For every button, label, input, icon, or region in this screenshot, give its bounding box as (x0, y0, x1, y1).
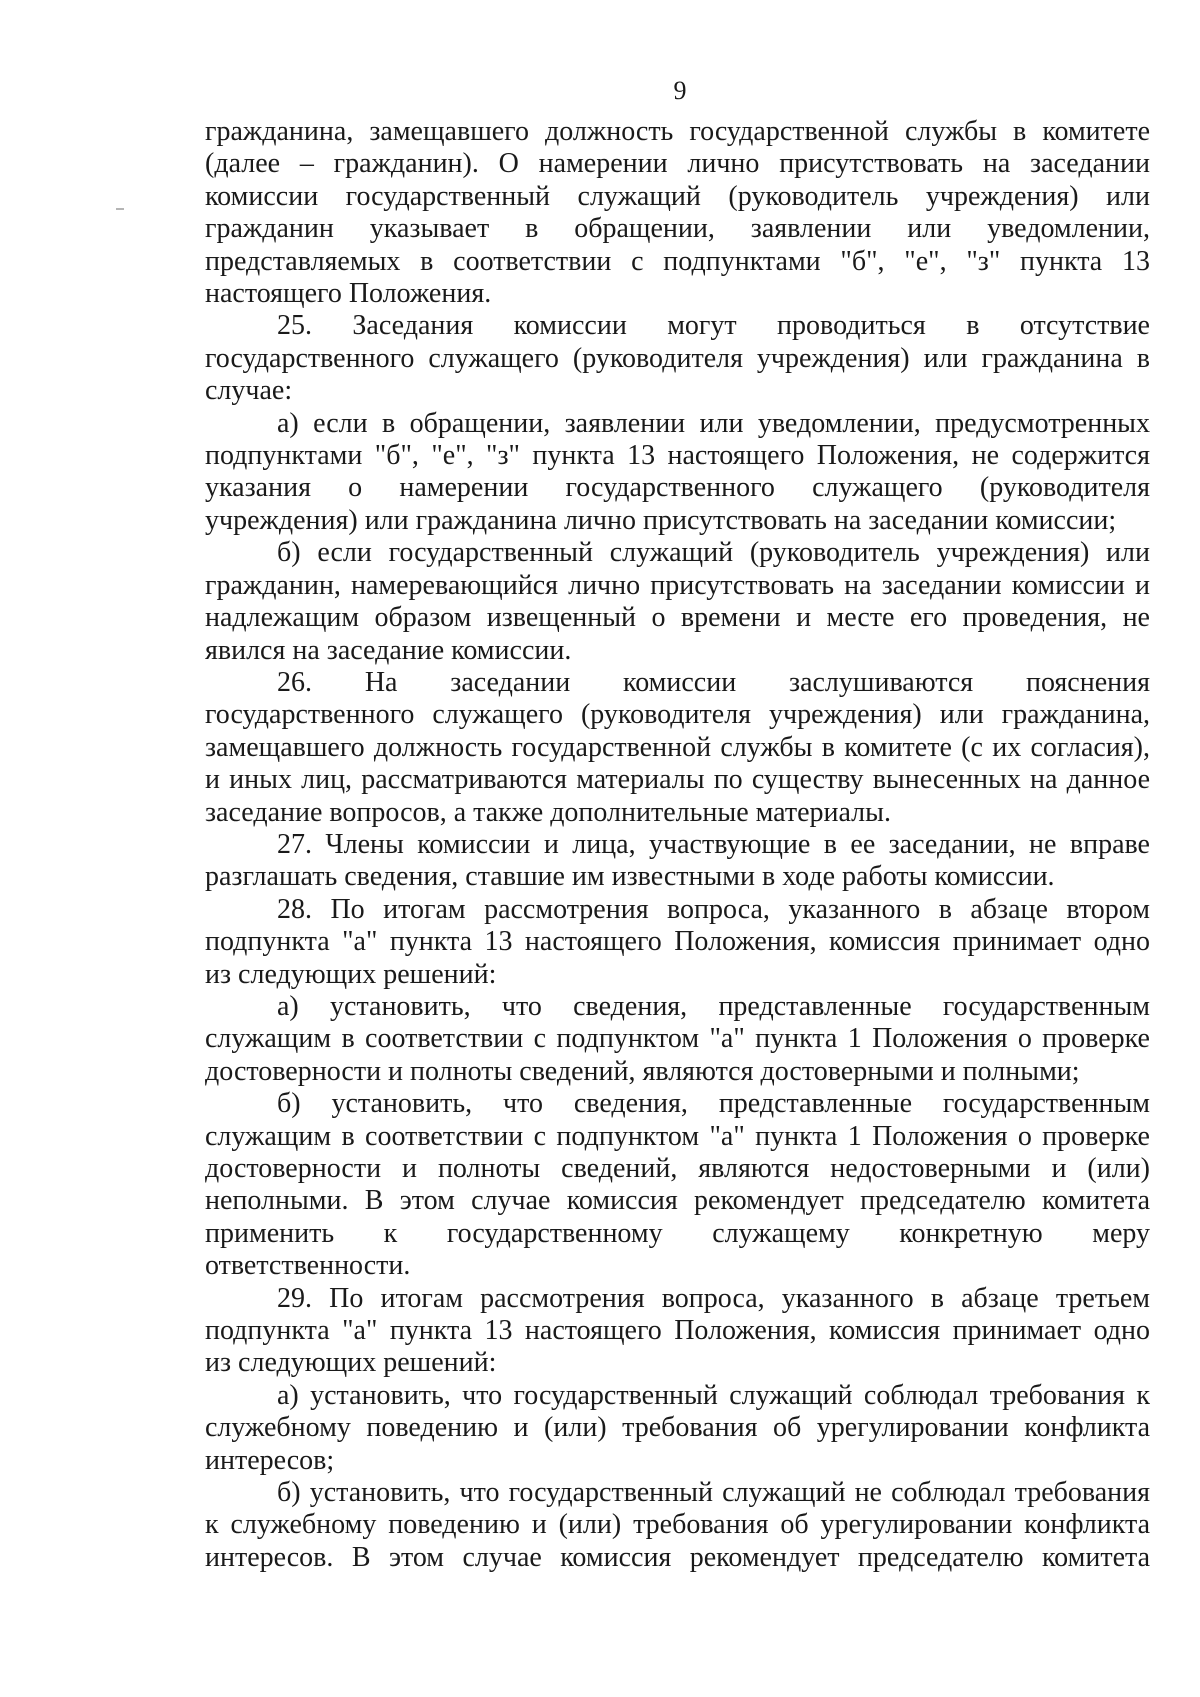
text-line: случае: (205, 375, 293, 407)
text-line: 25. Заседания комиссии могут проводиться в отсутствие (277, 310, 1150, 342)
text-line: а) установить, что государственный служащий соблюдал требования к (277, 1379, 1150, 1411)
text-line: достоверности и полноты сведений, являются недостоверными и (или) (205, 1153, 1150, 1184)
text-line: гражданин указывает в обращении, заявлении или уведомлении, (205, 213, 1150, 245)
text-line: 29. По итогам рассмотрения вопроса, указанного в абзаце третьем (277, 1282, 1150, 1314)
text-line: замещавшего должность государственной службы в комитете (с их согласия), (205, 731, 1150, 763)
text-line: интересов. В этом случае комиссия рекомендует председателю комитета (205, 1541, 1150, 1573)
text-line: надлежащим образом извещенный о времени и месте его проведения, не (205, 602, 1150, 634)
text-line: из следующих решений: (205, 1347, 497, 1379)
text-line: б) установить, что сведения, представленные государственным (277, 1088, 1150, 1120)
text-line: разглашать сведения, ставшие им известными в ходе работы комиссии. (205, 861, 1055, 893)
page-number: 9 (673, 76, 687, 105)
text-line: 27. Члены комиссии и лица, участвующие в ее заседании, не вправе (277, 828, 1150, 860)
text-line: 26. На заседании комиссии заслушиваются пояснения (277, 666, 1150, 698)
text-line: достоверности и полноты сведений, являются достоверными и полными; (205, 1055, 1080, 1087)
document-body (205, 116, 1150, 1574)
text-line: применить к государственному служащему конкретную меру (205, 1217, 1150, 1249)
text-line: интересов; (205, 1444, 335, 1476)
text-line: государственного служащего (руководителя учреждения) или гражданина в (205, 342, 1150, 374)
text-line: подпунктами "б", "е", "з" пункта 13 настоящего Положения, не содержится (205, 440, 1150, 472)
text-line: настоящего Положения. (205, 278, 492, 310)
text-line: комиссии государственный служащий (руководитель учреждения) или (205, 180, 1150, 212)
text-line: а) если в обращении, заявлении или уведомлении, предусмотренных (277, 407, 1150, 439)
text-line: служащим в соответствии с подпунктом "а" пункта 1 Положения о проверке (205, 1023, 1150, 1055)
text-line: а) установить, что сведения, представленные государственным (277, 990, 1150, 1022)
text-line: подпункта "а" пункта 13 настоящего Положения, комиссия принимает одно (205, 926, 1150, 958)
text-line: гражданин, намеревающийся лично присутствовать на заседании комиссии и (205, 569, 1150, 601)
text-line: гражданина, замещавшего должность государственной службы в комитете (205, 116, 1150, 147)
text-line: представляемых в соответствии с подпунктами "б", "е", "з" пункта 13 (205, 245, 1150, 277)
text-line: подпункта "а" пункта 13 настоящего Положения, комиссия принимает одно (205, 1315, 1150, 1347)
text-line: служебному поведению и (или) требования об урегулировании конфликта (205, 1412, 1150, 1444)
text-line: заседание вопросов, а также дополнительные материалы. (205, 796, 891, 828)
text-line: б) если государственный служащий (руководитель учреждения) или (277, 537, 1150, 569)
text-line: неполными. В этом случае комиссия рекомендует председателю комитета (205, 1185, 1150, 1217)
text-line: учреждения) или гражданина лично присутствовать на заседании комиссии; (205, 504, 1117, 536)
text-line: служащим в соответствии с подпунктом "а" пункта 1 Положения о проверке (205, 1120, 1150, 1152)
text-line: (далее – гражданин). О намерении лично присутствовать на заседании (205, 148, 1150, 180)
text-line: и иных лиц, рассматриваются материалы по существу вынесенных на данное (205, 764, 1150, 796)
text-line: ответственности. (205, 1250, 411, 1282)
text-line: 28. По итогам рассмотрения вопроса, указанного в абзаце втором (277, 893, 1150, 925)
text-line: указания о намерении государственного служащего (руководителя (205, 472, 1150, 504)
text-line: явился на заседание комиссии. (205, 634, 572, 666)
text-line: государственного служащего (руководителя учреждения) или гражданина, (205, 699, 1150, 731)
text-line: к служебному поведению и (или) требования об урегулировании конфликта (205, 1509, 1150, 1541)
text-line: б) установить, что государственный служащий не соблюдал требования (277, 1477, 1150, 1509)
margin-mark (116, 208, 124, 210)
text-line: из следующих решений: (205, 958, 497, 990)
